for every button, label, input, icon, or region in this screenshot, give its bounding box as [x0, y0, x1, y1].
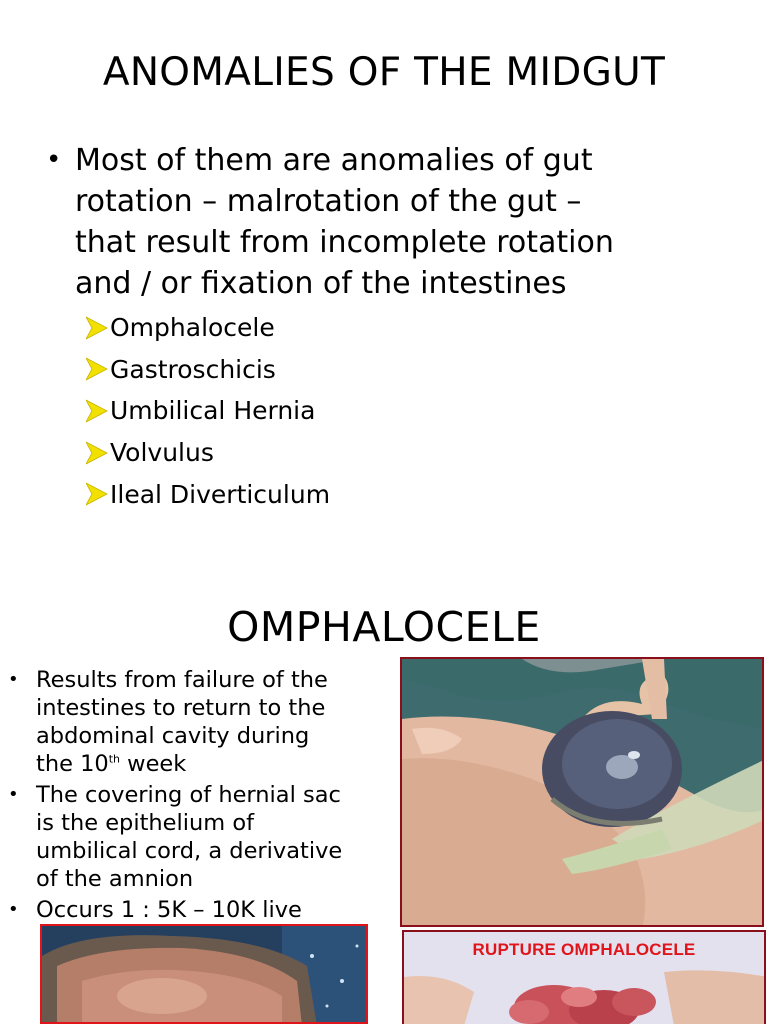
- bullet-line: The covering of hernial sac: [36, 782, 341, 808]
- bullet-line: Occurs 1 : 5K – 10K live: [36, 897, 302, 923]
- bullet-dot-icon: •: [8, 784, 19, 805]
- bullet-list: [46, 140, 726, 304]
- bullet-line: rotation – malrotation of the gut –: [75, 184, 582, 219]
- sub-item-umbilical-hernia: [86, 390, 330, 432]
- omphalocele-closeup-photo: [40, 924, 368, 1024]
- bullet-line: is the epithelium of: [36, 810, 255, 836]
- bullet-line: week: [120, 751, 187, 777]
- sub-item-label: Gastroschicis: [110, 354, 276, 384]
- sub-item-label: Volvulus: [110, 438, 214, 468]
- sub-item-omphalocele: [86, 307, 330, 349]
- bullet-text: [36, 781, 392, 893]
- omphalocele-photo: [400, 657, 764, 927]
- sub-item-ileal-diverticulum: [86, 473, 330, 515]
- bullet-text: [36, 666, 392, 778]
- bullet-item: [8, 896, 398, 924]
- arrow-bullet-icon: [86, 398, 109, 424]
- bullet-list: [8, 666, 398, 927]
- arrow-bullet-icon: [86, 356, 109, 382]
- bullet-dot-icon: •: [8, 899, 19, 920]
- bullet-text: [36, 896, 392, 924]
- bullet-line: Results from failure of the: [36, 667, 328, 693]
- rupture-omphalocele-photo: [402, 930, 766, 1024]
- bullet-item: [46, 140, 726, 304]
- omphalocele-closeup-illustration: [42, 926, 368, 1024]
- bullet-dot-icon: •: [46, 145, 62, 175]
- bullet-line: umbilical cord, a derivative: [36, 838, 343, 864]
- bullet-dot-icon: •: [8, 669, 19, 690]
- bullet-line: abdominal cavity during: [36, 723, 310, 749]
- bullet-item: [8, 781, 398, 893]
- bullet-line: that result from incomplete rotation: [75, 225, 614, 260]
- arrow-bullet-icon: [86, 315, 109, 341]
- slide-title: ANOMALIES OF THE MIDGUT: [102, 50, 666, 95]
- slide-title: OMPHALOCELE: [227, 603, 541, 651]
- bullet-text: [75, 140, 614, 304]
- bullet-item: [8, 666, 398, 778]
- bullet-line: of the amnion: [36, 866, 194, 892]
- bullet-line: the 10: [36, 751, 109, 777]
- sub-bullet-list: [86, 307, 330, 515]
- superscript: th: [108, 752, 121, 766]
- arrow-bullet-icon: [86, 481, 109, 507]
- sub-item-gastroschicis: [86, 349, 330, 391]
- sub-item-label: Ileal Diverticulum: [110, 479, 331, 509]
- sub-item-volvulus: [86, 432, 330, 474]
- bullet-line: and / or fixation of the intestines: [75, 266, 567, 301]
- sub-item-label: Omphalocele: [110, 313, 275, 343]
- sub-item-label: Umbilical Hernia: [110, 396, 316, 426]
- omphalocele-illustration: [402, 659, 764, 927]
- bullet-line: intestines to return to the: [36, 695, 326, 721]
- arrow-bullet-icon: [86, 440, 109, 466]
- bullet-line: Most of them are anomalies of gut: [75, 143, 593, 178]
- photo-caption: RUPTURE OMPHALOCELE: [472, 940, 696, 959]
